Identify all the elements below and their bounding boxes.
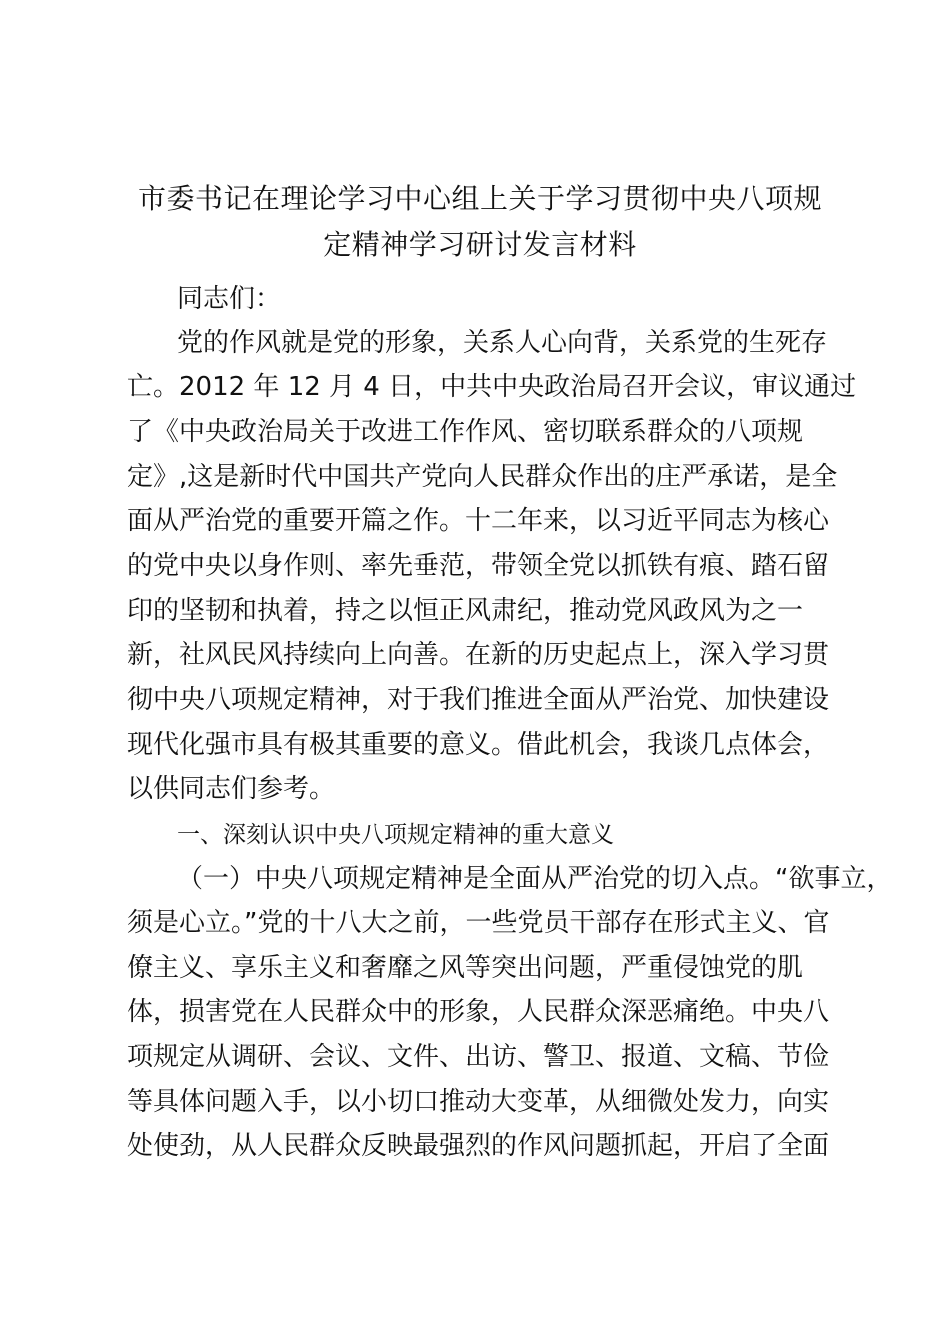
title-line-2: 定精神学习研讨发言材料 <box>323 228 637 261</box>
paragraph-line: 处使劲，从人民群众反映最强烈的作风问题抓起，开启了全面 <box>127 1131 830 1161</box>
paragraph-line: 僚主义、享乐主义和奢靡之风等突出问题，严重侵蚀党的肌 <box>127 953 804 983</box>
paragraph-line: 印的坚韧和执着，持之以恒正风肃纪，推动党风政风为之一 <box>127 596 804 626</box>
paragraph-line: 新，社风民风持续向上向善。在新的历史起点上，深入学习贯 <box>127 640 830 670</box>
document-title <box>120 176 840 268</box>
paragraph-line: 项规定从调研、会议、文件、出访、警卫、报道、文稿、节俭 <box>127 1042 830 1072</box>
paragraph-line: 等具体问题入手，以小切口推动大变革，从细微处发力，向实 <box>127 1087 830 1117</box>
paragraph-line: 体，损害党在人民群众中的形象，人民群众深恶痛绝。中央八 <box>127 997 830 1027</box>
paragraph-line: 亡。2012 年 12 月 4 日，中共中央政治局召开会议，审议通过 <box>127 372 857 402</box>
salutation: 同志们： <box>177 284 282 314</box>
paragraph-line: 彻中央八项规定精神，对于我们推进全面从严治党、加快建设 <box>127 685 830 715</box>
title-line-1: 市委书记在理论学习中心组上关于学习贯彻中央八项规 <box>137 182 822 215</box>
paragraph-line: （一）中央八项规定精神是全面从严治党的切入点。“欲事立， <box>177 864 893 894</box>
paragraph-line: 现代化强市具有极其重要的意义。借此机会，我谈几点体会， <box>127 730 830 760</box>
section-heading: 一、深刻认识中央八项规定精神的重大意义 <box>177 822 614 848</box>
paragraph-line: 的党中央以身作则、率先垂范，带领全党以抓铁有痕、踏石留 <box>127 551 830 581</box>
paragraph-line: 党的作风就是党的形象，关系人心向背，关系党的生死存 <box>177 328 828 358</box>
paragraph-line: 面从严治党的重要开篇之作。十二年来，以习近平同志为核心 <box>127 506 830 536</box>
paragraph-line: 以供同志们参考。 <box>127 774 336 804</box>
paragraph-line: 须是心立。”党的十八大之前，一些党员干部存在形式主义、官 <box>127 908 830 938</box>
paragraph-line: 定》,这是新时代中国共产党向人民群众作出的庄严承诺，是全 <box>127 462 838 492</box>
paragraph-line: 了《中央政治局关于改进工作作风、密切联系群众的八项规 <box>127 417 804 447</box>
